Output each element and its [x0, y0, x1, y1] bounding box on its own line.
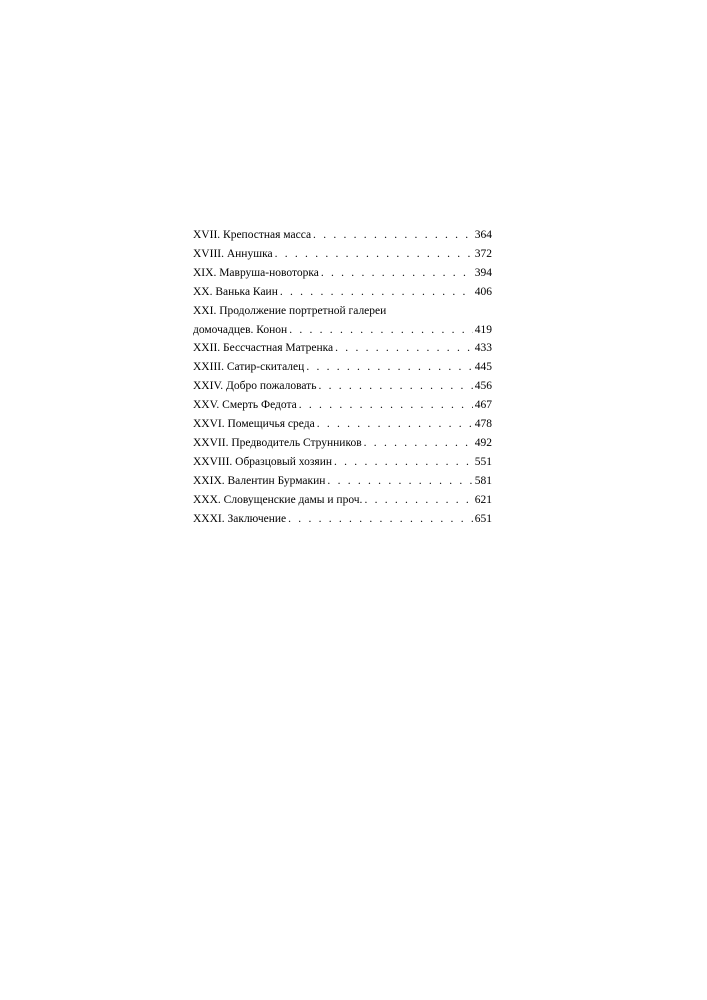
- toc-entry-page-number: 621: [474, 493, 492, 506]
- dot-leader: [280, 283, 473, 302]
- table-of-contents: [193, 226, 492, 529]
- toc-entry-title: XXIII. Сатир-скиталец: [193, 361, 305, 374]
- toc-entry-title: XXII. Бессчастная Матренка: [193, 342, 334, 355]
- toc-entry-title: XXVIII. Образцовый хозяин: [193, 455, 332, 468]
- toc-entry-page-number: 651: [474, 512, 492, 525]
- toc-entry-title: XXXI. Заключение: [193, 512, 287, 525]
- dot-leader: [364, 491, 472, 510]
- toc-entry-title-line2: домочадцев. Конон: [193, 323, 288, 336]
- toc-entry[interactable]: [193, 377, 492, 396]
- dot-leader: [335, 339, 473, 358]
- toc-entry-page-number: 492: [474, 436, 492, 449]
- toc-entry-page-number: 445: [474, 361, 492, 374]
- toc-entry[interactable]: [193, 302, 492, 340]
- toc-entry-page-number: 467: [474, 399, 492, 412]
- toc-entry[interactable]: [193, 283, 492, 302]
- toc-entry-page-number: 551: [474, 455, 492, 468]
- toc-entry-page-number: 394: [474, 266, 492, 279]
- toc-entry-page-number: 419: [474, 323, 492, 336]
- toc-entry-title: XXVI. Помещичья среда: [193, 418, 315, 431]
- dot-leader: [327, 472, 472, 491]
- toc-entry-page-number: 406: [474, 285, 492, 298]
- dot-leader: [317, 415, 473, 434]
- toc-entry-page-number: 364: [474, 229, 492, 241]
- toc-entry-title: XXV. Смерть Федота: [193, 399, 297, 412]
- dot-leader: [275, 245, 473, 264]
- dot-leader: [334, 453, 473, 472]
- toc-entry[interactable]: [193, 510, 492, 529]
- dot-leader: [299, 396, 473, 415]
- toc-entry-title: XX. Ванька Каин: [193, 285, 278, 298]
- toc-entry-title: XXIX. Валентин Бурмакин: [193, 474, 326, 487]
- toc-entry[interactable]: [193, 472, 492, 491]
- toc-entry-title-line1: XXI. Продолжение портретной галереи: [193, 304, 387, 317]
- toc-entry[interactable]: [193, 396, 492, 415]
- toc-entry-title: XXVII. Предводитель Струнников: [193, 436, 362, 449]
- toc-entry[interactable]: [193, 491, 492, 510]
- dot-leader: [313, 226, 473, 245]
- toc-entry-page-number: 478: [474, 418, 492, 431]
- dot-leader: [321, 264, 473, 283]
- toc-entry[interactable]: [193, 434, 492, 453]
- toc-entry[interactable]: [193, 245, 492, 264]
- dot-leader: [288, 510, 473, 529]
- toc-entry-title: XVII. Крепостная масса: [193, 229, 312, 241]
- toc-entry[interactable]: [193, 226, 492, 245]
- toc-entry-title: XIX. Мавруша-новоторка: [193, 266, 319, 279]
- toc-entry-page-number: 581: [474, 474, 492, 487]
- dot-leader: [318, 377, 472, 396]
- dot-leader: [289, 321, 473, 340]
- toc-entry-title: XXX. Словущенские дамы и проч.: [193, 493, 363, 506]
- dot-leader: [306, 358, 472, 377]
- toc-entry-page-number: 433: [474, 342, 492, 355]
- toc-entry[interactable]: [193, 339, 492, 358]
- toc-entry[interactable]: [193, 358, 492, 377]
- toc-entry[interactable]: [193, 415, 492, 434]
- toc-entry-page-number: 372: [474, 247, 492, 260]
- toc-entry-line2: [193, 321, 492, 340]
- toc-entry-title: XVIII. Аннушка: [193, 247, 273, 260]
- dot-leader: [364, 434, 473, 453]
- toc-entry[interactable]: [193, 264, 492, 283]
- toc-entry[interactable]: [193, 453, 492, 472]
- toc-entry-title: XXIV. Добро пожаловать: [193, 380, 317, 393]
- toc-entry-page-number: 456: [474, 380, 492, 393]
